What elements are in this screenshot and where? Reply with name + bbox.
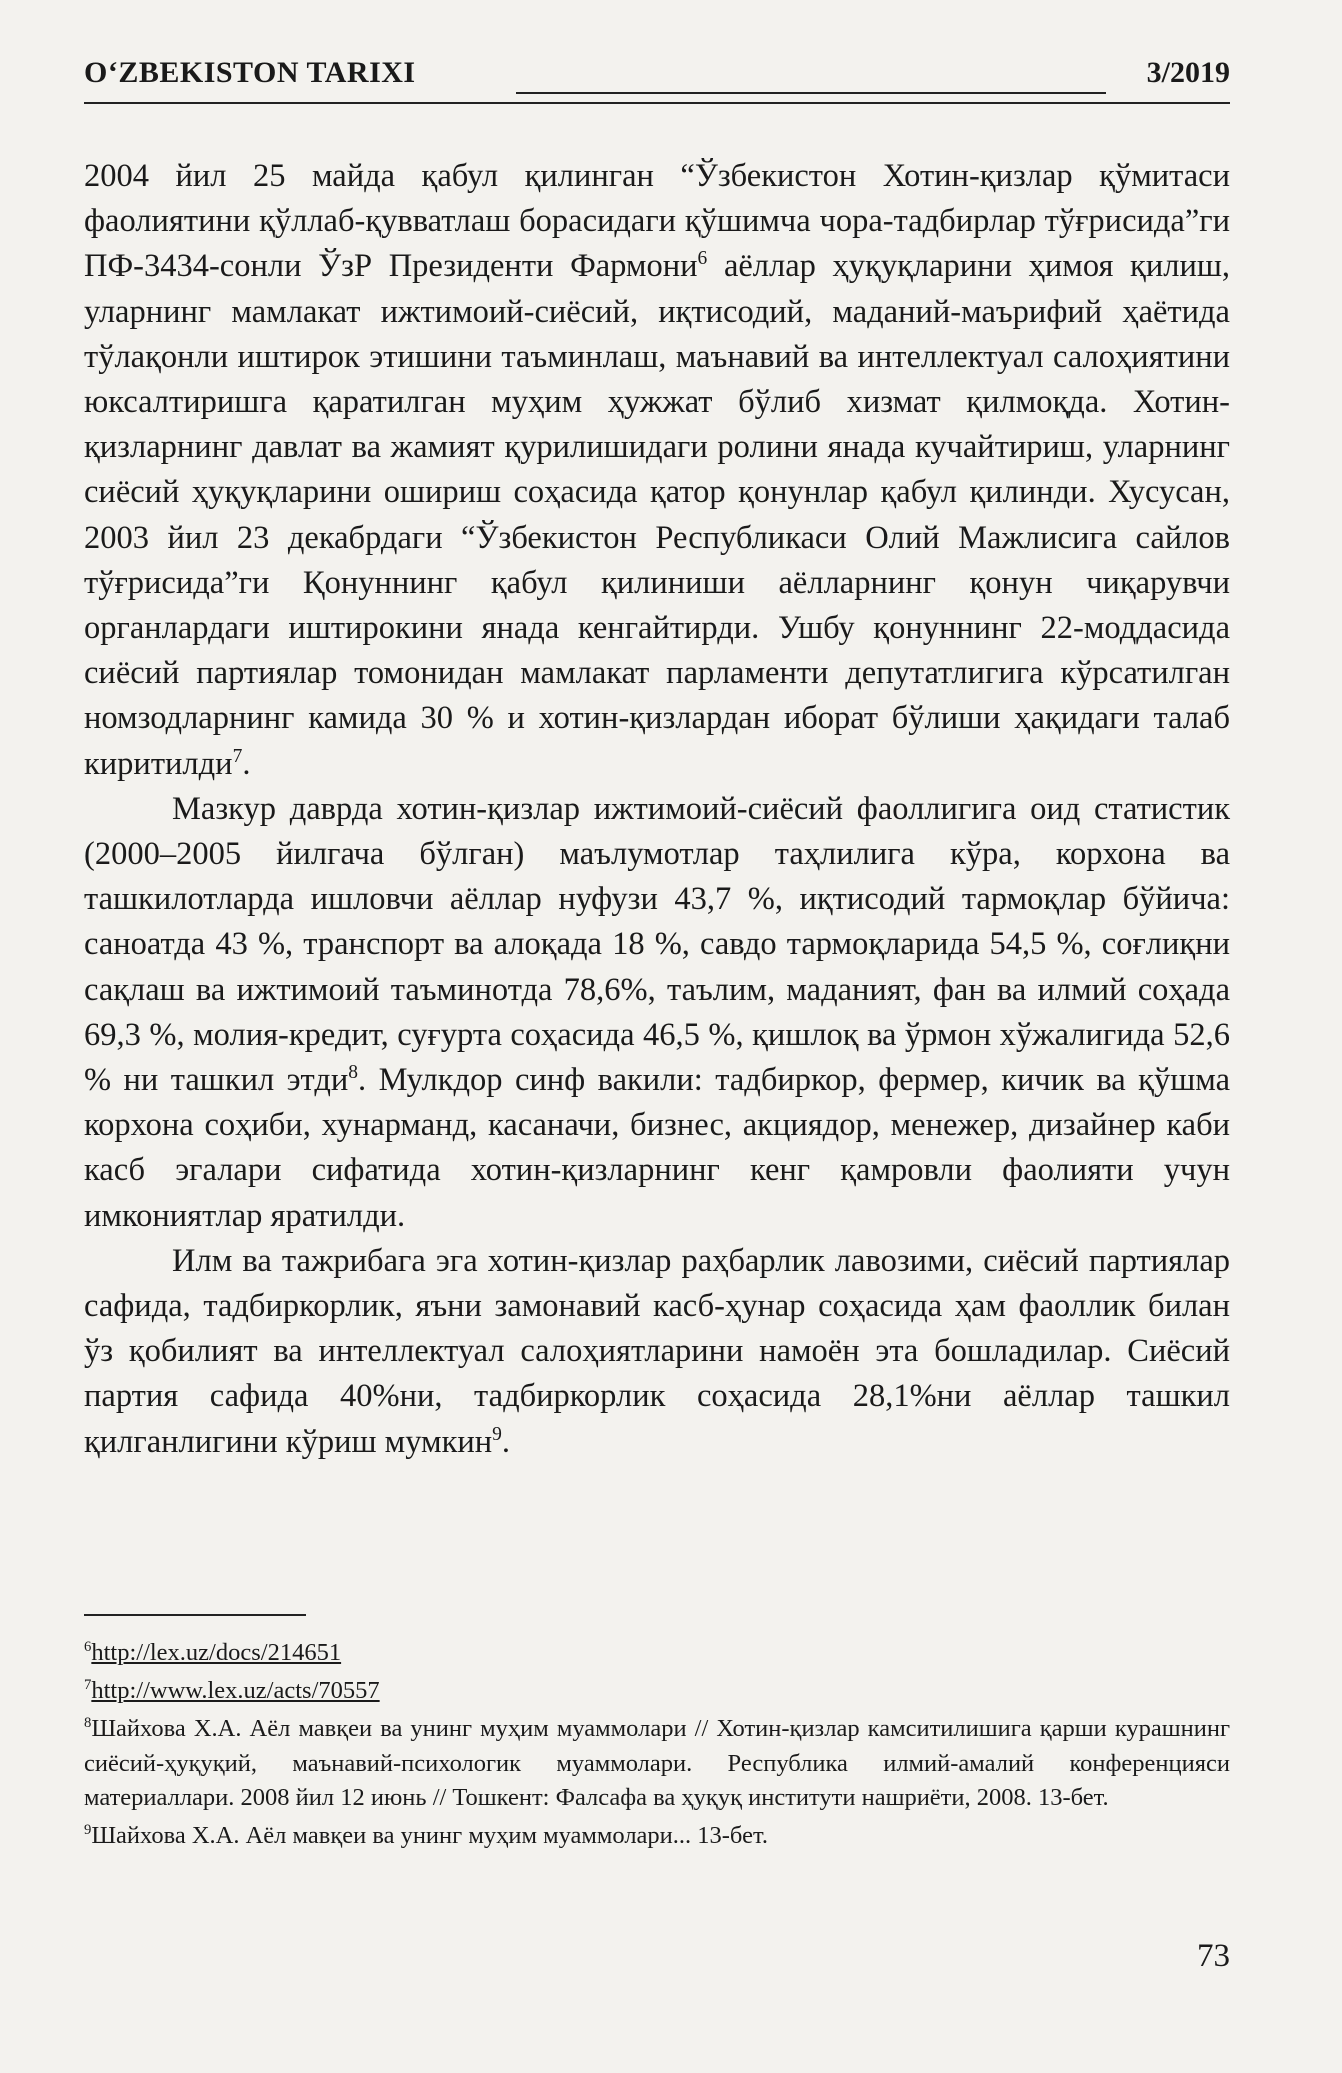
- running-header: [84, 52, 1230, 108]
- footnote-ref-7[interactable]: 7: [232, 745, 243, 767]
- footnotes: [84, 1636, 1230, 1857]
- footnote-number: 8: [84, 1715, 92, 1732]
- header-rule: [516, 92, 1106, 94]
- article-body: [84, 154, 1230, 1465]
- paragraph-1-text-b: аёллар ҳуқуқларини ҳимоя қилиш, уларнинг мамлакат ижтимоий-сиёсий, иқтисодий, маданий-маърифий ҳаётида тўлақонли иштирок этишини таъминлаш, маънавий ва интеллектуал салоҳиятини юксалтиришга қаратилган муҳим ҳужжат бўлиб хизмат қилмоқда. Хотин-қизларнинг давлат ва жамият қурилишидаги ролини янада кучайтириш, уларнинг сиёсий ҳуқуқларини ошириш соҳасида қатор қонунлар қабул қилинди. Хусусан, 2003 йил 23 декабрдаги “Ўзбекистон Республикаси Олий Мажлисига сайлов тўғрисида”ги Қонуннинг қабул қилиниши аёлларнинг қонун чиқарувчи органлардаги иштирокини янада кенгайтирди. Ушбу қонуннинг 22-моддасида сиёсий партиялар томонидан мамлакат парламенти депутатлигига кўрсатилган номзодларнинг камида 30 % и хотин-қизлардан иборат бўлиши ҳақидаги талаб киритилди: [84, 248, 1230, 782]
- footnote-number: 7: [84, 1677, 92, 1694]
- paragraph-2-text-a: Мазкур даврда хотин-қизлар ижтимоий-сиёсий фаоллигига оид статистик (2000–2005 йилгача бўлган) маълумотлар таҳлилига кўра, корхона ва ташкилотларда ишловчи аёллар нуфузи 43,7 %, иқтисодий тармоқлар бўйича: саноатда 43 %, транспорт ва алоқада 18 %, савдо тармоқларида 54,5 %, соғлиқни сақлаш ва ижтимоий таъминотда 78,6%, таълим, маданият, фан ва илмий соҳада 69,3 %, молия-кредит, суғурта соҳасида 46,5 %, қишлоқ ва ўрмон хўжалигида 52,6 % ни ташкил этди: [84, 790, 1230, 1099]
- footnote-8: [84, 1712, 1230, 1815]
- footnote-ref-9[interactable]: 9: [492, 1423, 502, 1445]
- footnote-text: Шайхова Х.А. Аёл мавқеи ва унинг муҳим муаммолари... 13-бет.: [91, 1822, 768, 1850]
- footnote-link[interactable]: http://lex.uz/docs/214651: [91, 1639, 342, 1666]
- footnote-7: [84, 1674, 1230, 1708]
- footnote-text: Шайхова Х.А. Аёл мавқеи ва унинг муҳим муаммолари // Хотин-қизлар камситилишига қарши курашнинг сиёсий-ҳуқуқий, маънавий-психологик муаммолари. Республика илмий-амалий конференцияси материаллари. 2008 йил 12 июнь // Тошкент: Фалсафа ва ҳуқуқ институти нашриёти, 2008. 13-бет.: [84, 1715, 1230, 1811]
- paragraph-1: [84, 154, 1230, 787]
- footnote-6: [84, 1636, 1230, 1670]
- paragraph-3-text-a: Илм ва тажрибага эга хотин-қизлар раҳбарлик лавозими, сиёсий партиялар сафида, тадбиркорлик, яъни замонавий касб-ҳунар соҳасида ҳам фаоллик билан ўз қобилият ва интеллектуал салоҳиятларини намоён эта бошладилар. Сиёсий партия сафида 40%ни, тадбиркорлик соҳасида 28,1%ни аёллар ташкил қилганлигини кўриш мумкин: [84, 1242, 1230, 1460]
- header-bottom-rule: [84, 102, 1230, 104]
- paragraph-2: [84, 787, 1230, 1239]
- footnote-separator: [84, 1614, 306, 1616]
- page-number: 73: [1197, 1938, 1230, 1974]
- footnote-link[interactable]: http://www.lex.uz/acts/70557: [91, 1677, 380, 1705]
- issue-number: 3/2019: [1146, 56, 1230, 89]
- footnote-ref-8[interactable]: 8: [348, 1062, 359, 1084]
- footnote-number: 6: [84, 1638, 92, 1655]
- paragraph-2-text-b: . Мулкдор синф вакили: тадбиркор, фермер, кичик ва қўшма корхона соҳиби, хунарманд, касаначи, бизнес, акциядор, менежер, дизайнер каби касб эгалари сифатида хотин-қизларнинг кенг қамровли фаолияти учун имкониятлар яратилди.: [84, 1062, 1230, 1234]
- footnote-9: [84, 1819, 1230, 1853]
- journal-title: O‘ZBEKISTON TARIXI: [84, 56, 416, 89]
- paragraph-3: [84, 1239, 1230, 1465]
- paragraph-1-text-c: .: [242, 745, 251, 782]
- paragraph-1-text-a: 2004 йил 25 майда қабул қилинган “Ўзбекистон Хотин-қизлар қўмитаси фаолиятини қўллаб-қувватлаш борасидаги қўшимча чора-тадбирлар тўғрисида”ги ПФ-3434-сонли ЎзР Президенти Фармони: [84, 158, 1230, 285]
- footnote-number: 9: [84, 1821, 92, 1838]
- footnote-ref-6[interactable]: 6: [697, 248, 708, 270]
- paragraph-3-text-b: .: [501, 1423, 511, 1460]
